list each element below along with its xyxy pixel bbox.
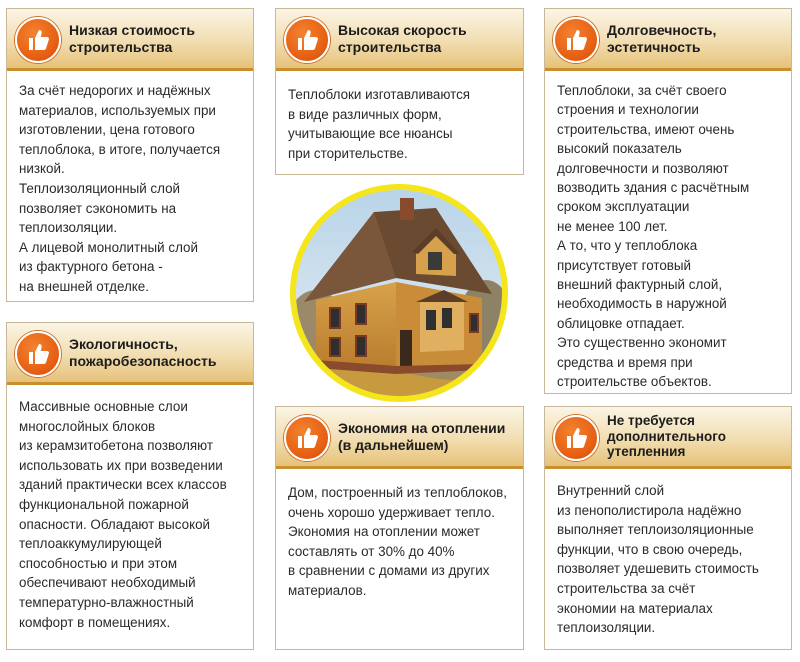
thumbs-up-icon	[553, 415, 599, 461]
card-title: Экономия на отоплении (в дальнейшем)	[338, 419, 506, 453]
benefit-card-no-insulation	[544, 406, 792, 650]
card-header	[276, 9, 523, 71]
thumbs-up-icon	[15, 17, 61, 63]
benefit-card-heating-savings	[275, 406, 524, 650]
card-text: Внутренний слой из пенополистирола надёжно выполняет теплоизоляционные функции, что в свою очередь, позволяет удешевить стоимость строительства за счёт экономии на материалах теплоизоляции.	[557, 483, 759, 636]
benefit-card-durability	[544, 8, 792, 394]
card-text: Массивные основные слои многослойных блоков из керамзитобетона позволяют использовать их при возведении зданий практически всех классов функциональной пожарной опасности. Обладают высокой теплоаккумулирующей способностью и при этом обеспечивают необходимый температурно-влажностный комфорт в помещениях.	[19, 399, 227, 630]
card-title: Экологичность, пожаробезопасность	[69, 335, 217, 369]
benefit-card-speed	[275, 8, 524, 175]
card-title: Низкая стоимость строительства	[69, 21, 195, 55]
card-header	[545, 9, 791, 71]
thumbs-up-icon	[553, 17, 599, 63]
card-header	[545, 407, 791, 469]
card-text: За счёт недорогих и надёжных материалов, используемых при изготовлении, цена готового теплоблока, в итоге, получается низкой. Теплоизоляционный слой позволяет сэкономить на теплоизоляции. А лицевой монолитный слой из фактурного бетона - на внешней отделке.	[19, 83, 221, 294]
card-text: Дом, построенный из теплоблоков, очень хорошо удерживает тепло. Экономия на отоплении может составлять от 30% до 40% в сравнении с домами из других материалов.	[288, 485, 507, 598]
thumbs-up-icon	[15, 331, 61, 377]
benefit-card-ecology	[6, 322, 254, 650]
card-title: Высокая скорость строительства	[338, 21, 467, 55]
card-header	[7, 9, 253, 71]
thumbs-up-icon	[284, 17, 330, 63]
card-title: Долговечность, эстетичность	[607, 21, 717, 55]
thumbs-up-icon	[284, 415, 330, 461]
card-title: Не требуется дополнительного утепленния	[607, 413, 726, 460]
card-header	[276, 407, 523, 469]
benefit-card-low-cost	[6, 8, 254, 302]
card-text: Теплоблоки, за счёт своего строения и технологии строительства, имеют очень высокий показатель долговечности и позволяют возводить здания с расчётным сроком эксплуатации не менее 100 лет. А то, что у теплоблока присутствует готовый внешний фактурный слой, необходимость в наружной облицовке отпадает. Это существенно экономит средства и время при строительстве объектов.	[557, 83, 750, 390]
house-photo-frame	[290, 184, 508, 402]
house-photo	[296, 190, 502, 396]
card-header	[7, 323, 253, 385]
card-text: Теплоблоки изготавливаются в виде различных форм, учитывающие все нюансы при сторительстве.	[288, 87, 471, 161]
